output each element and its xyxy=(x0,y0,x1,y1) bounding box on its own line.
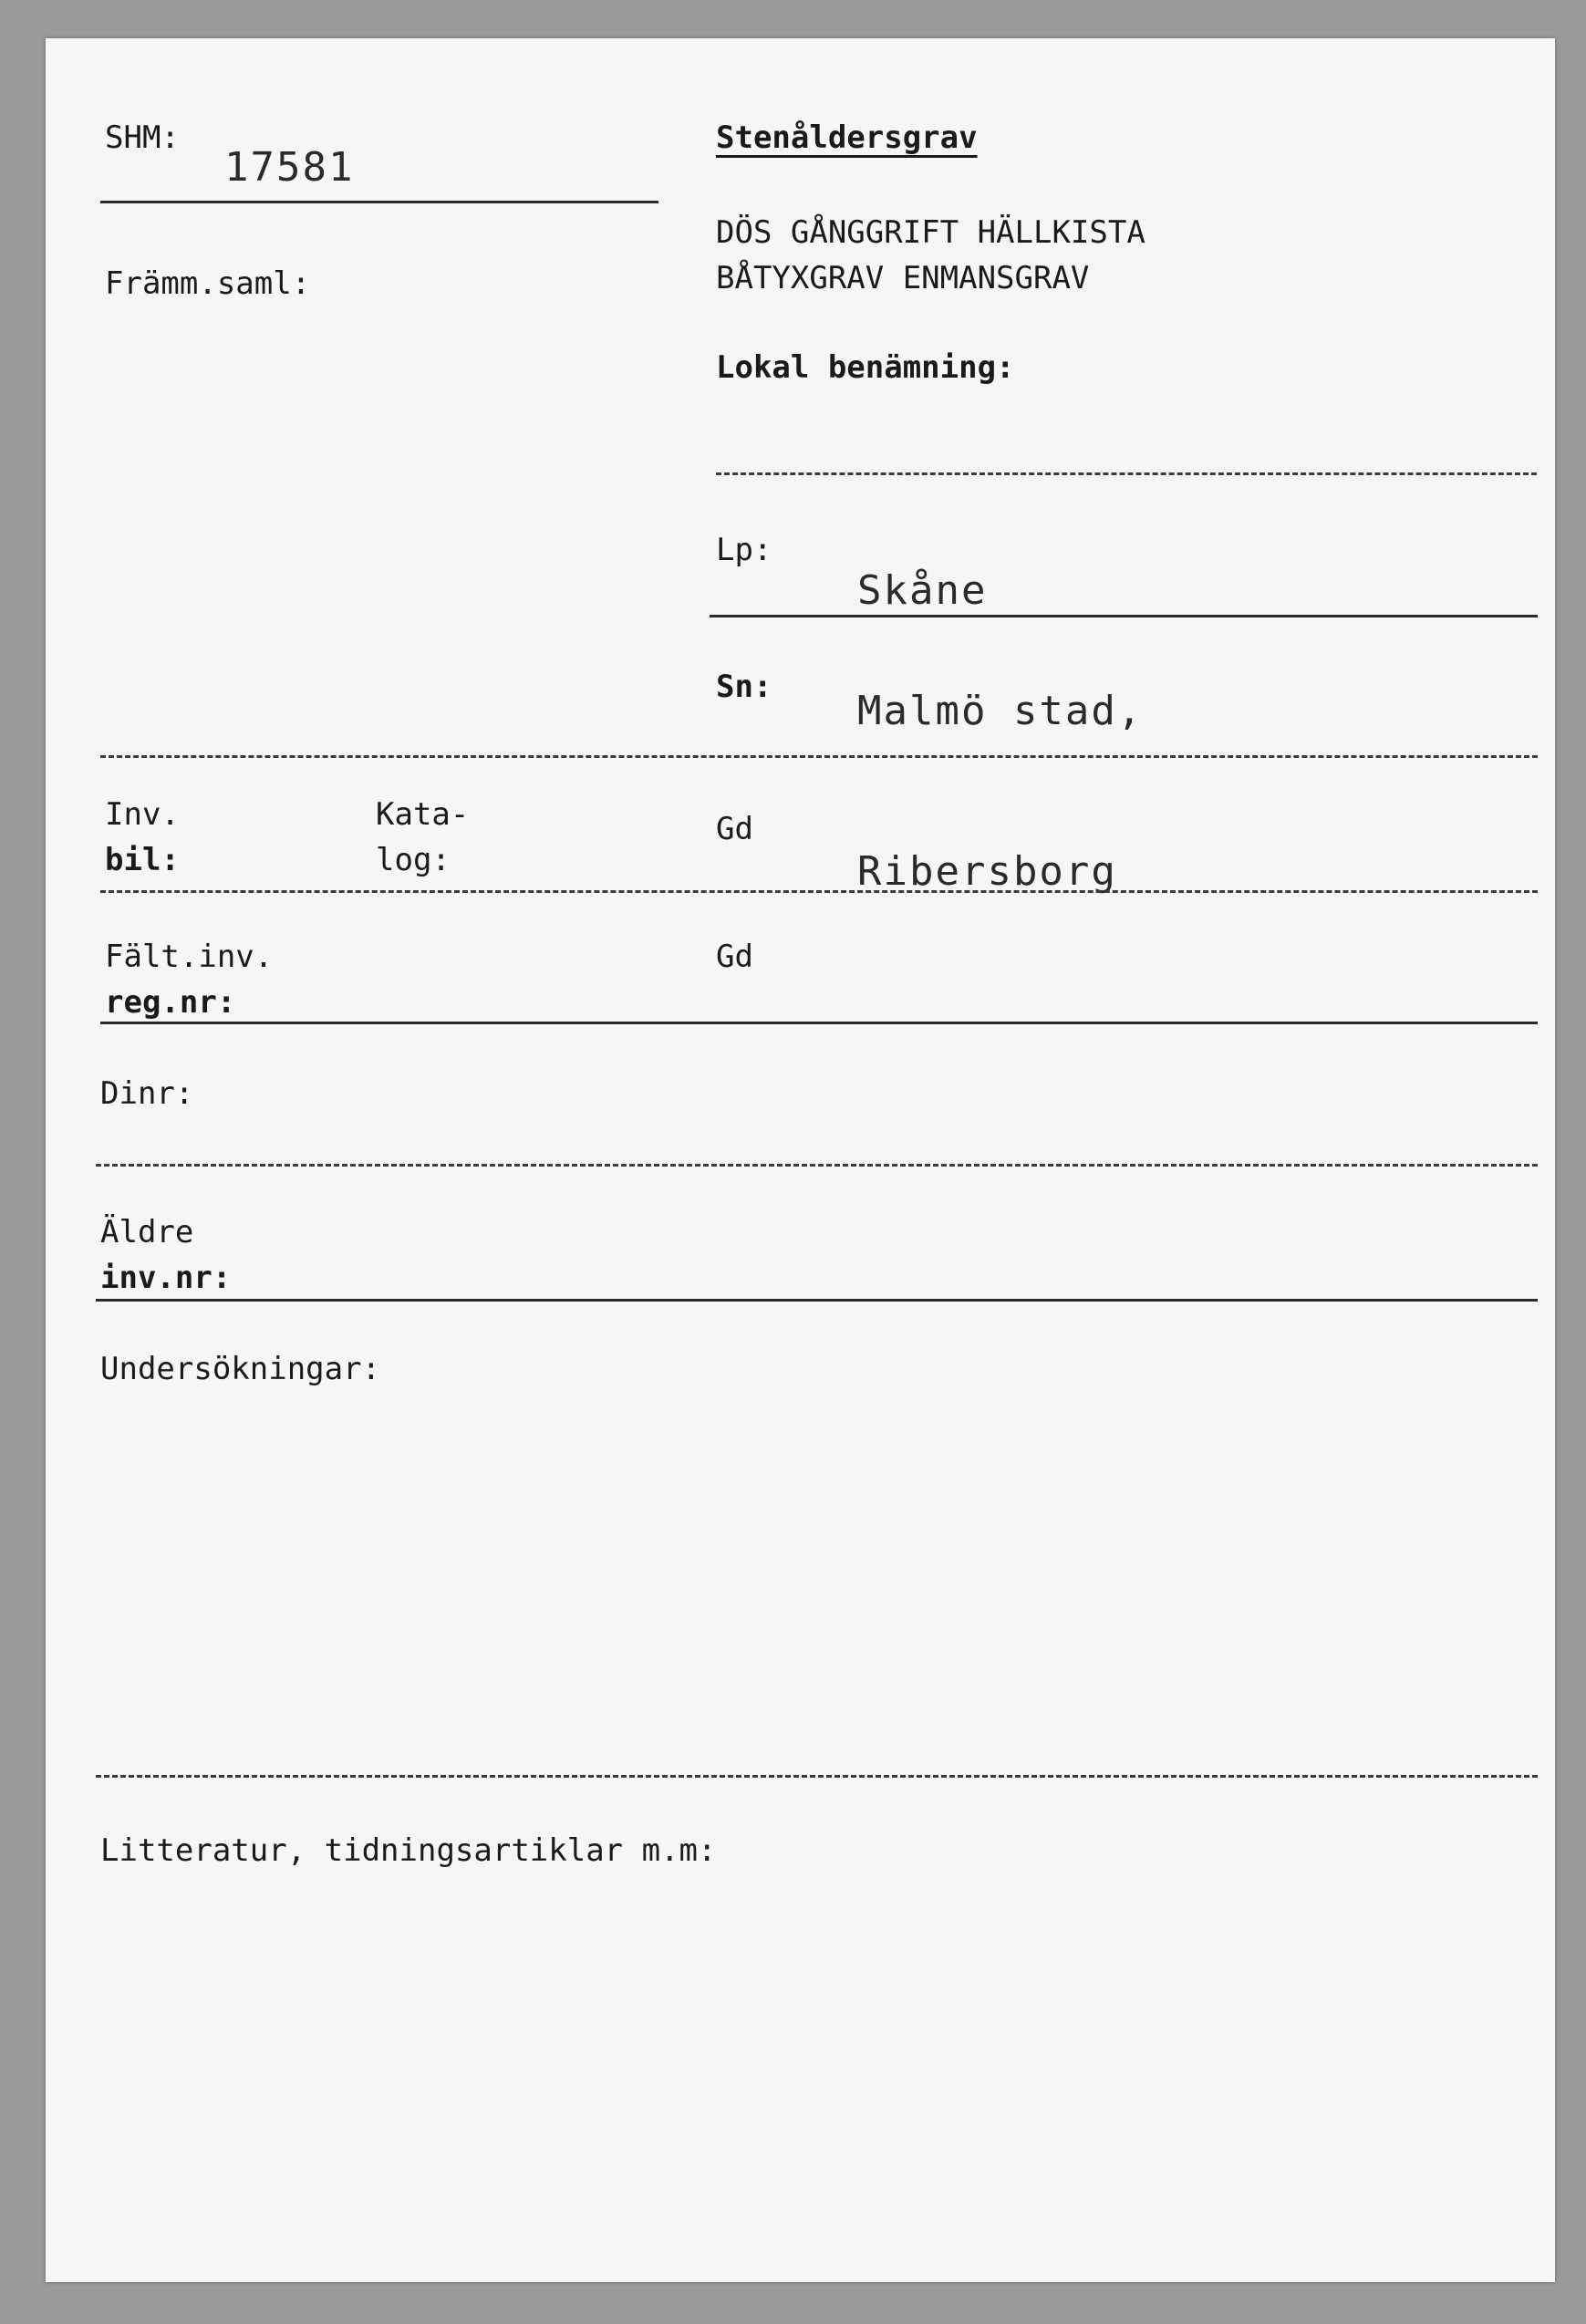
falt-inv-label-2: reg.nr: xyxy=(105,984,236,1021)
shm-divider xyxy=(100,201,658,203)
sn-label: Sn: xyxy=(716,669,772,705)
section-divider-main xyxy=(100,755,1538,758)
framm-saml-label: Främm.saml: xyxy=(105,265,311,302)
falt-divider xyxy=(100,1022,1538,1024)
dinr-label: Dinr: xyxy=(100,1075,194,1112)
aldre-label-1: Äldre xyxy=(100,1214,194,1250)
gd-value-1: Ribersborg xyxy=(857,848,1117,895)
lp-label: Lp: xyxy=(716,532,772,568)
undersokningar-label: Undersökningar: xyxy=(100,1351,381,1387)
aldre-label-2: inv.nr: xyxy=(100,1260,232,1296)
shm-label: SHM: xyxy=(105,119,180,156)
inv-label-2: bil: xyxy=(105,842,180,878)
gd-label-1: Gd xyxy=(716,811,753,847)
undersokningar-divider xyxy=(96,1775,1538,1778)
types-line-2: BÅTYXGRAV ENMANSGRAV xyxy=(716,260,1090,296)
falt-inv-label-1: Fält.inv. xyxy=(105,939,274,975)
gd-label-2: Gd xyxy=(716,939,753,975)
inv-label-1: Inv. xyxy=(105,796,180,833)
catalog-card xyxy=(46,38,1555,2282)
katalog-label-1: Kata- xyxy=(376,796,470,833)
inv-divider xyxy=(100,890,1538,893)
lp-value: Skåne xyxy=(857,567,988,614)
litteratur-label: Litteratur, tidningsartiklar m.m: xyxy=(100,1832,717,1869)
types-line-1: DÖS GÅNGGRIFT HÄLLKISTA xyxy=(716,214,1145,251)
shm-number: 17581 xyxy=(224,144,355,191)
lokal-benamning-label: Lokal benämning: xyxy=(716,349,1015,386)
katalog-label-2: log: xyxy=(376,842,451,878)
sn-value: Malmö stad, xyxy=(857,688,1144,734)
aldre-divider xyxy=(96,1299,1538,1302)
category-heading: Stenåldersgrav xyxy=(716,119,978,156)
dinr-divider xyxy=(96,1164,1538,1167)
lokal-divider xyxy=(716,472,1537,475)
lp-divider xyxy=(710,615,1538,617)
